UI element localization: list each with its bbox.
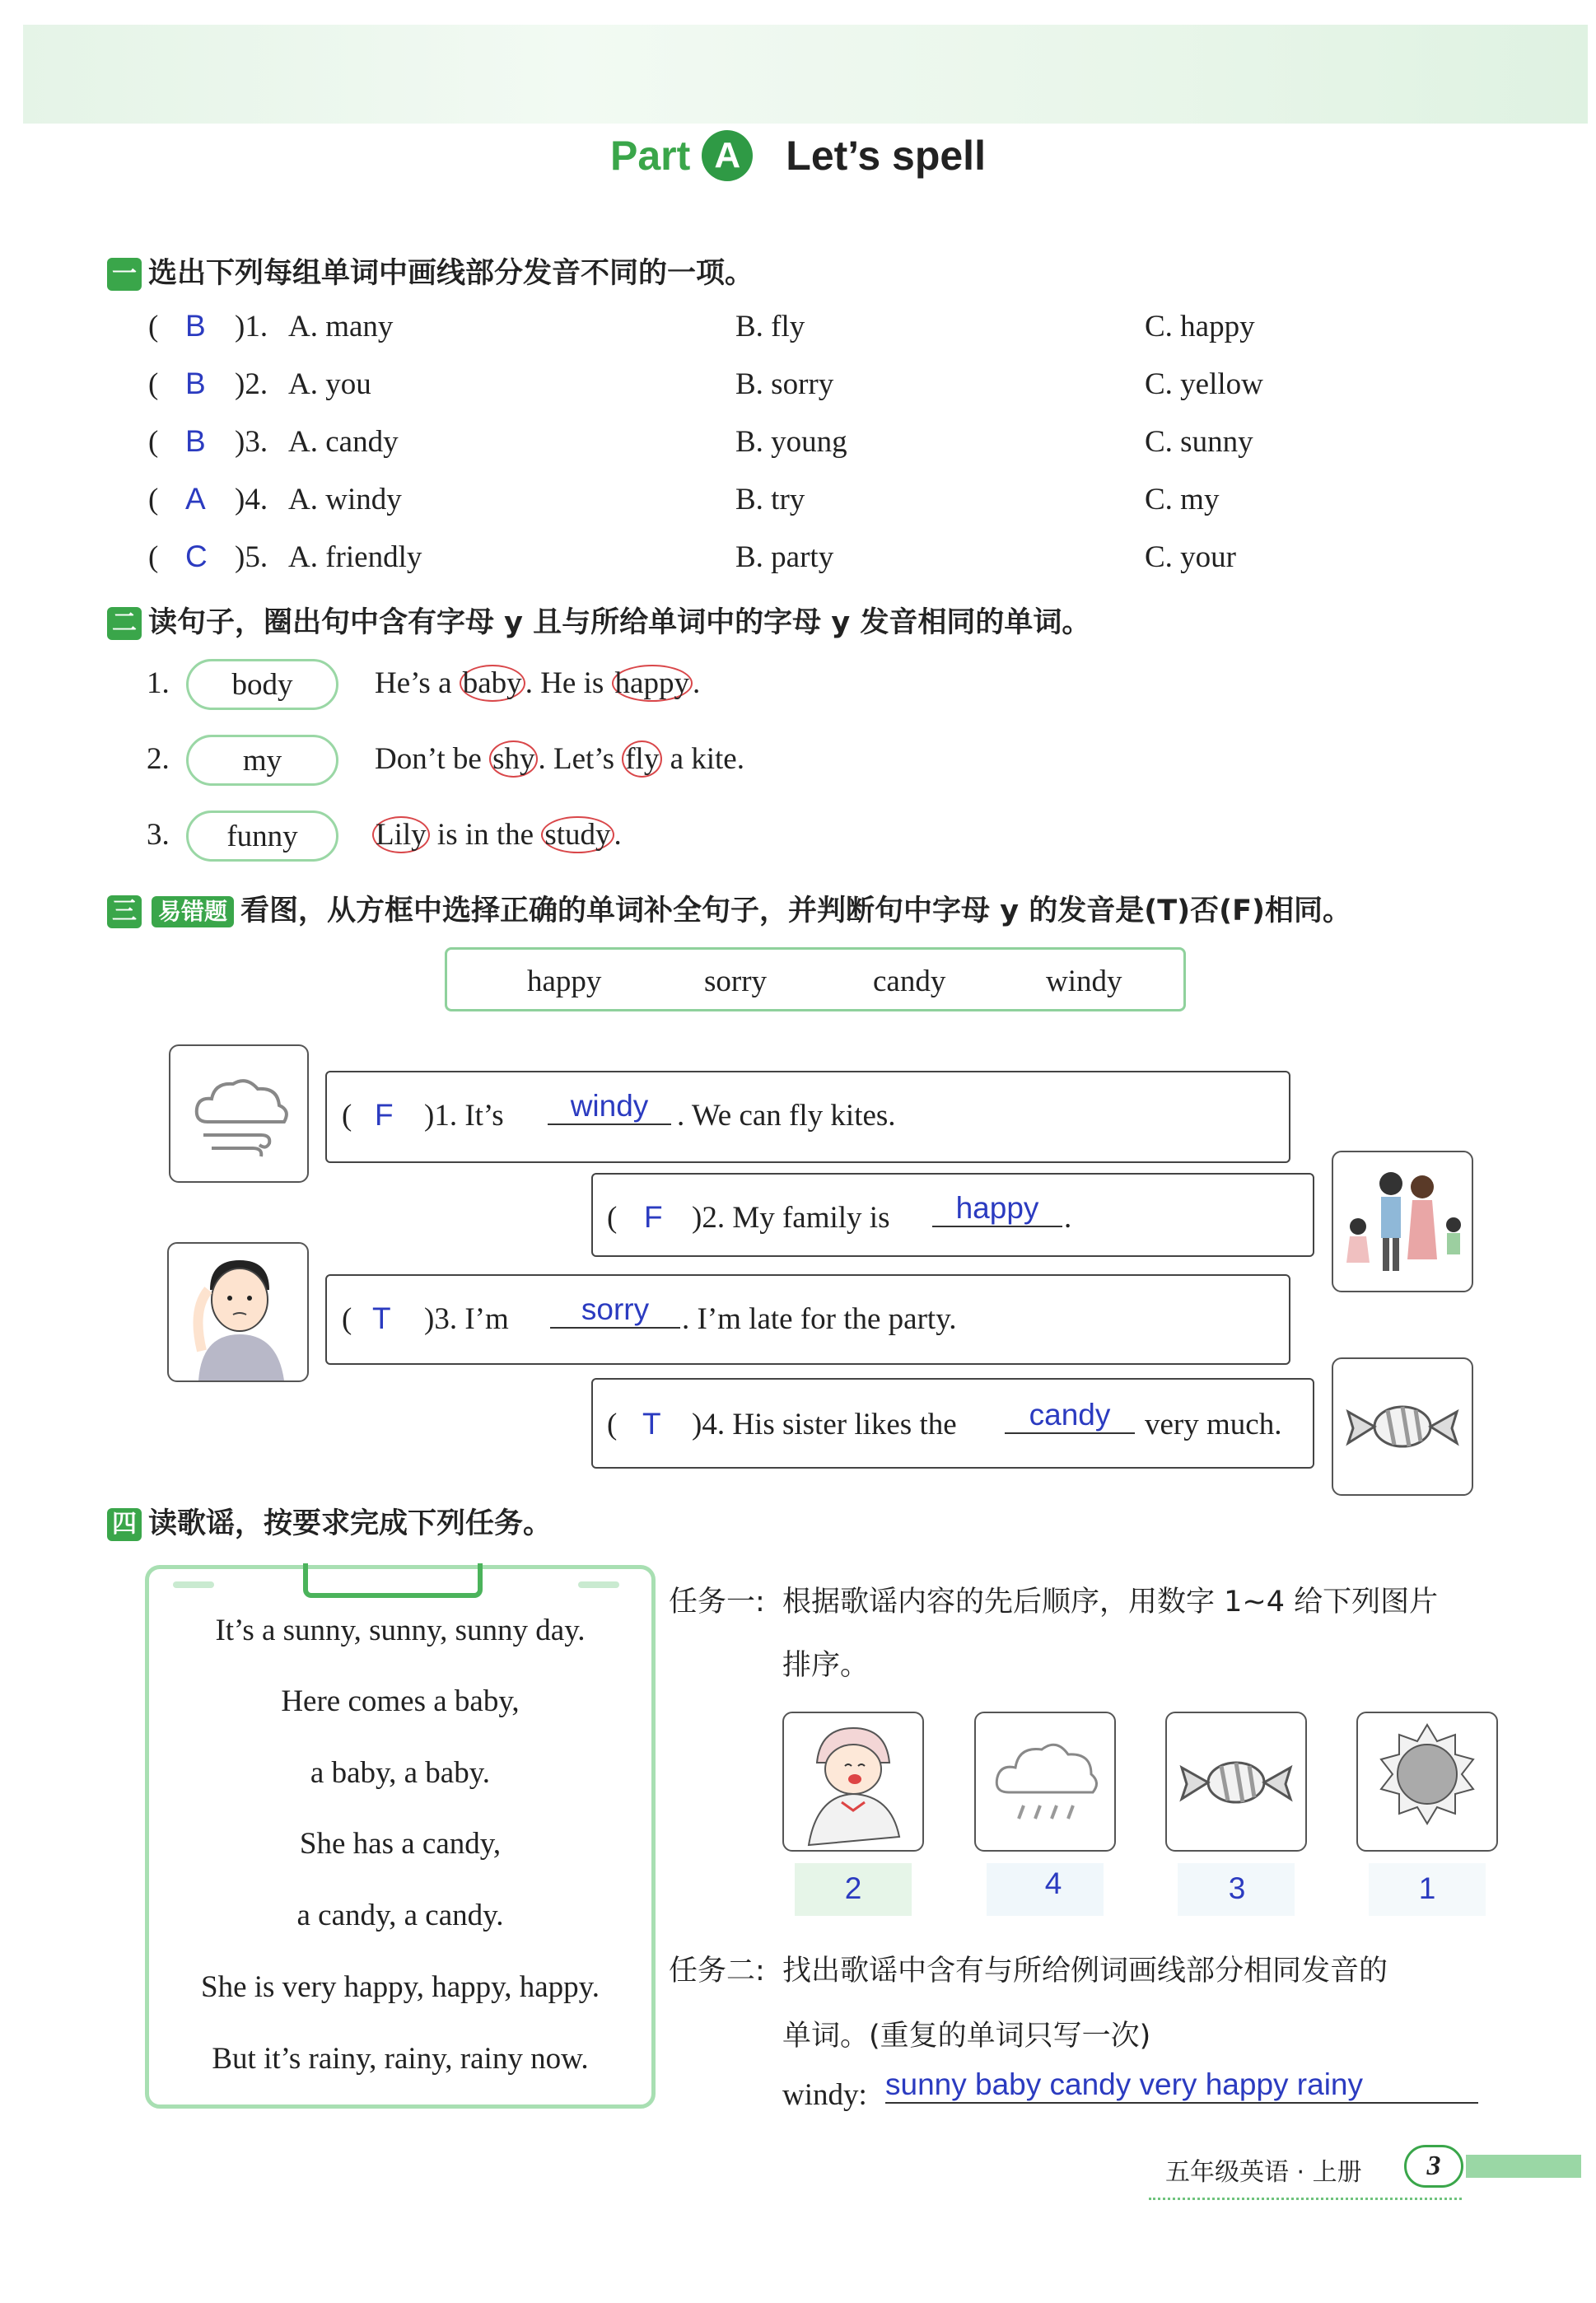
candy-icon (1167, 1713, 1305, 1850)
fill-blank[interactable]: windy (548, 1089, 671, 1125)
order-answer[interactable]: 2 (844, 1871, 862, 1905)
question-paren: ( (148, 540, 159, 574)
answer-letter[interactable]: B (185, 424, 206, 458)
windy-picture (169, 1044, 309, 1183)
sentence-end: . I’m late for the party. (682, 1302, 957, 1336)
option-c: C. your (1145, 540, 1236, 574)
question-paren: ( (148, 367, 159, 401)
sentence-end: very much. (1145, 1408, 1282, 1441)
option-c: C. yellow (1145, 367, 1263, 401)
sorry-boy-picture (167, 1242, 309, 1382)
answer-letter[interactable]: B (185, 367, 206, 400)
candy-icon (1333, 1359, 1472, 1494)
task2-answer[interactable]: sunny baby candy very happy rainy (885, 2067, 1478, 2104)
order-answer[interactable]: 3 (1228, 1871, 1246, 1905)
item-number: 2. (147, 742, 170, 776)
option-b: B. party (735, 540, 834, 574)
option-b: B. sorry (735, 367, 834, 401)
question-number: )4. (235, 483, 268, 516)
circled-word[interactable]: shy (489, 740, 538, 778)
question-number: )2. (235, 367, 268, 401)
example-word-pill: body (186, 659, 338, 710)
option-a: A. candy (288, 425, 399, 459)
example-word-pill: my (186, 735, 338, 786)
task2-text-2: 单词。(重复的单词只写一次) (782, 2020, 1151, 2053)
boy-icon (169, 1244, 307, 1380)
sentence-start: )1. It’s (424, 1099, 504, 1133)
answer-letter[interactable]: C (185, 540, 208, 573)
section1-instruction: 选出下列每组单词中画线部分发音不同的一项。 (148, 257, 754, 290)
question-paren: ( (607, 1201, 618, 1235)
candy-picture-2 (1165, 1712, 1307, 1852)
page-title (0, 132, 1596, 185)
item-number: 1. (147, 666, 170, 700)
song-line: a candy, a candy. (296, 1899, 504, 1932)
option-c: C. happy (1145, 310, 1255, 343)
clipboard-clip (303, 1563, 483, 1598)
question-paren: ( (342, 1099, 352, 1133)
circled-word[interactable]: fly (622, 740, 662, 778)
baby-picture (782, 1712, 924, 1852)
sun-picture (1356, 1712, 1498, 1852)
task2-text: 找出歌谣中含有与所给例词画线部分相同发音的 (782, 1955, 1388, 1988)
rain-picture (974, 1712, 1116, 1852)
section1-number: 一 (107, 258, 142, 291)
wind-cloud-icon (170, 1046, 307, 1181)
example-word: windy: (782, 2078, 867, 2112)
task1-text-2: 排序。 (782, 1649, 870, 1682)
fill-blank[interactable]: sorry (550, 1292, 680, 1329)
answer-tf[interactable]: F (375, 1098, 394, 1132)
section3-number: 三 (107, 895, 142, 928)
task1-text: 根据歌谣内容的先后顺序，用数字 1~4 给下列图片 (782, 1586, 1439, 1619)
section4-number: 四 (107, 1508, 142, 1541)
option-a: A. many (288, 310, 394, 343)
question-number: )5. (235, 540, 268, 574)
circled-word[interactable]: study (541, 816, 614, 853)
question-paren: ( (148, 483, 159, 516)
candy-picture (1332, 1357, 1473, 1496)
sentence: He’s a baby . He is happy . (375, 666, 701, 700)
word-bank-item: happy (527, 965, 602, 998)
circled-word[interactable]: happy (612, 665, 693, 702)
word-bank-item: windy (1046, 965, 1122, 998)
option-c: C. sunny (1145, 425, 1253, 459)
board-hole (578, 1581, 619, 1588)
sentence-end: . We can fly kites. (677, 1099, 896, 1133)
song-line: She has a candy, (299, 1827, 502, 1861)
answer-tf[interactable]: F (644, 1200, 663, 1234)
sentence-start: )2. My family is (692, 1201, 890, 1235)
option-a: A. windy (288, 483, 402, 516)
family-picture (1332, 1151, 1473, 1292)
song-line: a baby, a baby. (310, 1756, 491, 1790)
error-prone-tag: 易错题 (152, 896, 234, 927)
part-letter-badge: A (702, 130, 753, 181)
song-line: But it’s rainy, rainy, rainy now. (212, 2042, 589, 2076)
footer-dots (1149, 2198, 1462, 2200)
sentence-start: )3. I’m (424, 1302, 509, 1336)
board-hole (173, 1581, 214, 1588)
section3-heading (107, 888, 1351, 929)
word-bank-item: candy (873, 965, 946, 998)
sentence-start: )4. His sister likes the (692, 1408, 957, 1441)
option-b: B. fly (735, 310, 805, 343)
sentence: Don’t be shy . Let’s fly a kite. (375, 742, 744, 776)
question-paren: ( (148, 425, 159, 459)
option-a: A. you (288, 367, 371, 401)
example-word-pill: funny (186, 810, 338, 862)
option-b: B. try (735, 483, 805, 516)
top-banner (23, 25, 1588, 124)
answer-letter[interactable]: A (185, 482, 206, 516)
question-paren: ( (342, 1302, 352, 1336)
fill-blank[interactable]: candy (1005, 1398, 1135, 1434)
section2-number: 二 (107, 607, 142, 640)
song-line: She is very happy, happy, happy. (201, 1970, 600, 2004)
family-icon (1333, 1152, 1472, 1291)
order-answer[interactable]: 4 (1044, 1866, 1062, 1900)
answer-tf[interactable]: T (642, 1407, 661, 1441)
option-c: C. my (1145, 483, 1220, 516)
word-bank-item: sorry (704, 965, 768, 998)
section2-instruction: 读句子，圈出句中含有字母 y 且与所给单词中的字母 y 发音相同的单词。 (148, 606, 1091, 639)
page-number: 3 (1404, 2145, 1463, 2188)
circled-word[interactable]: Lily (372, 816, 430, 853)
section4-instruction: 读歌谣，按要求完成下列任务。 (148, 1507, 553, 1540)
task1-label: 任务一: (669, 1586, 765, 1619)
question-paren: ( (607, 1408, 618, 1441)
rain-cloud-icon (976, 1713, 1114, 1850)
answer-letter[interactable]: B (185, 309, 206, 343)
section2-heading (107, 600, 1090, 641)
section1-heading (107, 250, 754, 292)
order-answer[interactable]: 1 (1418, 1871, 1436, 1905)
book-title: 五年级英语 · 上册 (1165, 2158, 1362, 2187)
song-line: Here comes a baby, (281, 1684, 520, 1718)
circled-word[interactable]: baby (460, 665, 525, 702)
option-b: B. young (735, 425, 847, 459)
baby-icon (784, 1713, 922, 1850)
question-paren: ( (148, 310, 159, 343)
part-label: Part (610, 133, 691, 179)
sentence-end: . (1064, 1201, 1072, 1235)
question-number: )1. (235, 310, 268, 343)
option-a: A. friendly (288, 540, 422, 574)
sun-icon (1358, 1713, 1496, 1850)
section3-instruction: 看图，从方框中选择正确的单词补全句子，并判断句中字母 y 的发音是(T)否(F)相同。 (240, 895, 1351, 927)
footer-band (1466, 2155, 1581, 2178)
song-line: It’s a sunny, sunny, sunny day. (215, 1614, 586, 1647)
question-number: )3. (235, 425, 268, 459)
answer-tf[interactable]: T (372, 1301, 391, 1335)
item-number: 3. (147, 818, 170, 852)
lesson-title: Let’s spell (786, 133, 986, 179)
fill-blank[interactable]: happy (932, 1191, 1062, 1227)
sentence: Lily is in the study . (372, 817, 622, 853)
task2-label: 任务二: (669, 1955, 765, 1988)
section4-heading (107, 1501, 552, 1542)
